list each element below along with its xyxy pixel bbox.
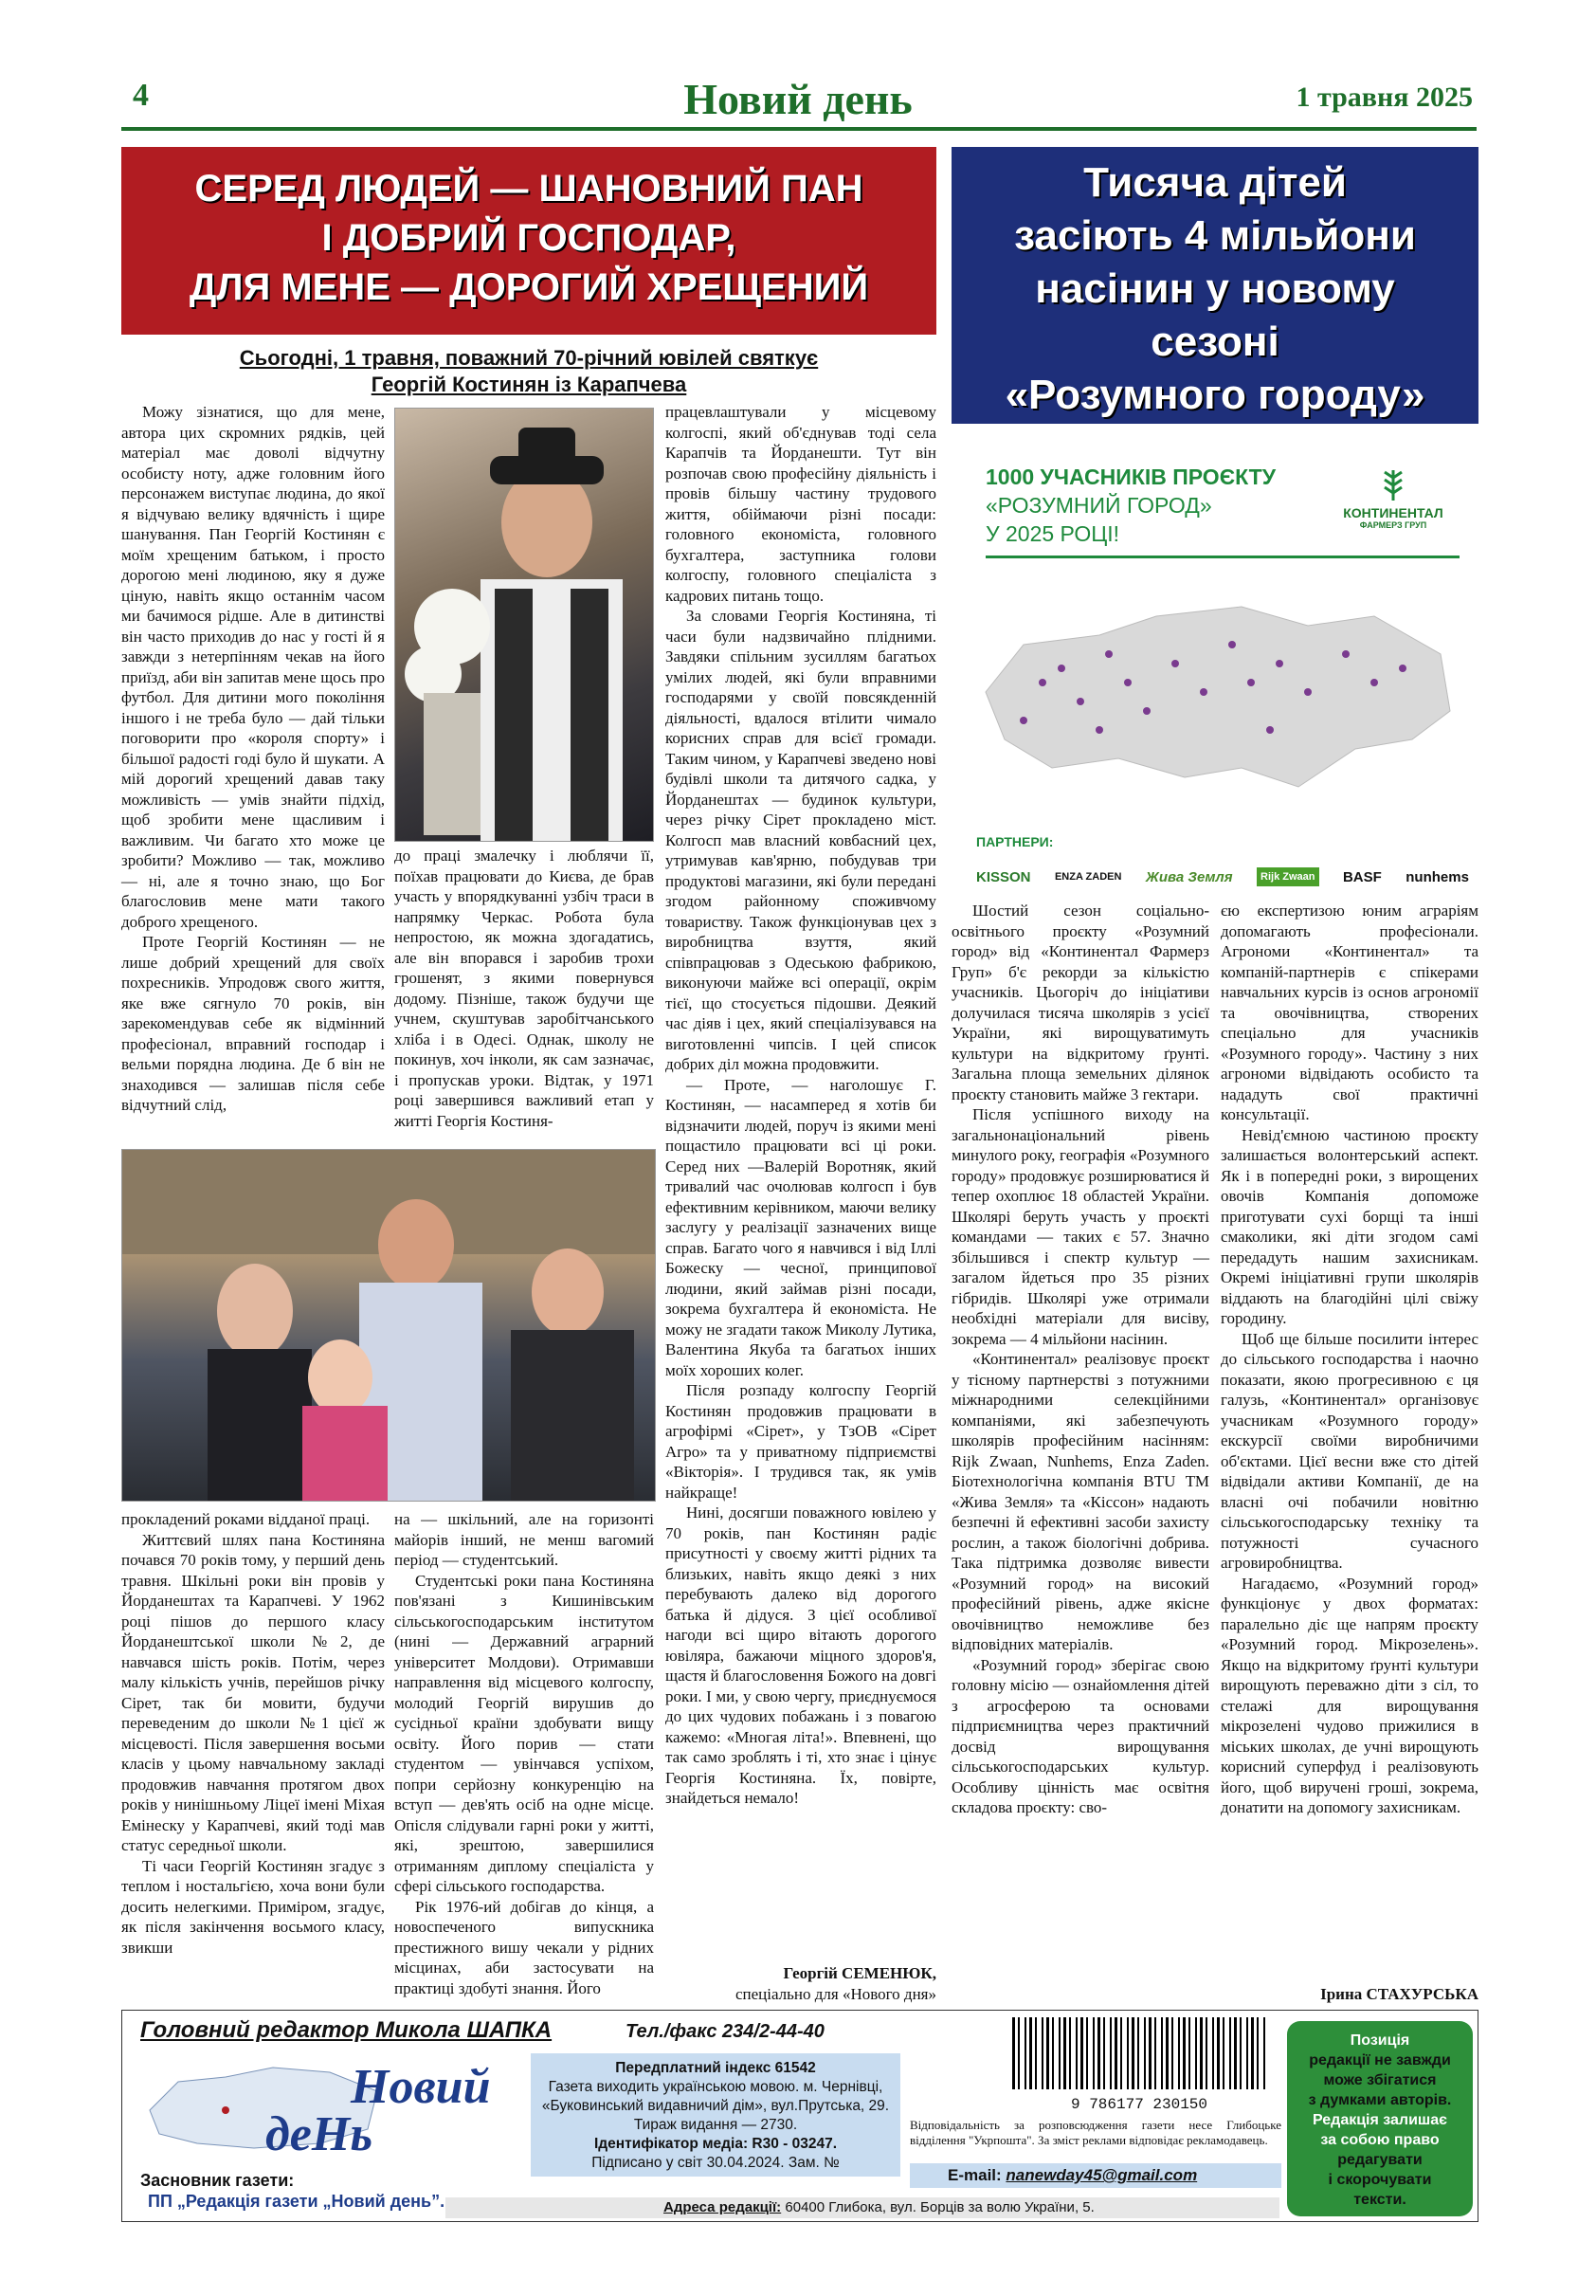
article2-col2 [1221, 901, 1478, 1818]
partner-logo: Жива Земля [1145, 868, 1233, 885]
paragraph: Рік 1976-ий добігав до кінця, а новоспеченого випускника престижного вишу чекали у рідних місцинах, аби застосувати на практиці здобуті знання. Його [394, 1897, 654, 1997]
paragraph: Можу зізнатися, що для мене, автора цих скромних рядків, цей матеріал має доволі відчутну особисту ноту, адже головним його персонажем виступає людина, до якої я відчуваю велику вдячність і щире шанування. Пан Георгій Костинян є моїм хрещеним батьком, і просто дорогою мені людиною, яку я дуже ціную, навіть якщо останнім часом ми бачимося рідше. Але в дитинстві він часто приходив до нас у гості й я завжди з нетерпінням чекав на його приїзд, аби він запитав мене щось про футбол. Для дитини мого покоління іншого і не треба було — дай тільки поговорити про «короля спорту» і більшої радості годі було й шукати. А мій дорогий хрещений давав таку можливість — умів знайти підхід, щоб зробити мене щасливим і важливим. Чи багато хто може це зробити? Можливо — так, можливо — ні, але я точно знаю, що Бог благословив мене мати такого доброго хрещеного. [121, 403, 385, 931]
paragraph: За словами Георгія Костиняна, ті часи були надзвичайно плідними. Завдяки спільним зусиллям багатьох умілих людей, які були вправними господарями у своїй повсякденній діяльності, вдалося втілити чимало корисних справ для всієї громади. Таким чином, у Карапчеві зведено нові будівлі школи та дитячого садка, у Йорданештах — будинок культури, через річку Сірет прокладено міст. Колгосп мав власний ковбасний цех, утримував кав'ярню, побудував три продуктові магазини, які були передані згодом районному споживчому товариству. Також функціонував цех з виробництва взуття, який співпрацював з Одеською фабрикою, виконуючи майже всі операції, окрім тієї, що стосується підошви. Деякий час діяв і цех, який спеціалізувався на виготовленні чипсів. І цей список добрих діл можна продовжити. [665, 607, 936, 1073]
barcode-bar [1052, 2017, 1054, 2089]
brand-name: КОНТИНЕНТАЛ [1343, 505, 1443, 520]
partner-logo: nunhems [1406, 868, 1469, 885]
paragraph: до праці змалечку і люблячи її, поїхав працювати до Києва, де брав участь у впорядкуванні узбіч траси в напрямку Черкас. Робота була непростою, як можна здогадатись, але він впорався і заробив трохи грошенят, з якими повернувся додому. Пізніше, також будучи ще учнем, скуштував заробітчанського хліба і в Одесі. Однак, школу не покинув, хоч інколи, як сам зазначає, і пропускав уроки. Відтак, у 1971 році завершився важливий етап у житті Георгія Костиня- [394, 847, 654, 1130]
barcode-bar [1076, 2017, 1078, 2089]
barcode-bar [1115, 2017, 1117, 2089]
barcode-bar [1110, 2017, 1112, 2089]
phone-fax: Тел./факс 234/2-44-40 [626, 2021, 825, 2042]
barcode-bar [1154, 2017, 1156, 2089]
paragraph: працевлаштували у місцевому колгоспі, який об'єднував тоді села Карапчів та Йорданешти. Тут він розпочав свою професійну діяльність і провів більшу частину трудового життя, обіймаючи різні посади: головного економіста, головного бухгалтера, заступника голови колгоспу, головного спеціаліста з кадрових питань тощо. [665, 403, 936, 605]
barcode-bar [1240, 2017, 1242, 2089]
barcode-bar [1251, 2017, 1254, 2089]
promo-divider [986, 556, 1460, 558]
paragraph: на — шкільний, але на горизонті майорів інший, не менш вагомий період — студентський. [394, 1510, 654, 1569]
article2-headline [952, 147, 1478, 424]
barcode-bar [1069, 2017, 1071, 2089]
disclaimer-line: Позиція [1350, 2032, 1410, 2049]
headline-line: засіють 4 мільйони [1014, 212, 1416, 259]
barcode-bar [1042, 2017, 1043, 2089]
paragraph: Шостий сезон соціально-освітнього проєкту «Розумний город» від «Континентал Фармерз Груп» б'є рекорди за кількістю учасників. Цьогоріч до ініціативи долучилася тисяча школярів з усієї України, які вирощуватимуть культури на відкритому ґрунті. Загальна площа земельних ділянок проєкту становить майже 3 гектари. [952, 902, 1209, 1103]
partner-logos [976, 858, 1469, 896]
ukraine-map [967, 578, 1460, 806]
article1-col3 [665, 402, 936, 1809]
article1-col2-bottom [394, 1509, 654, 1998]
paragraph: Ті часи Георгій Костинян згадує з теплом і ностальгією, хоча вони були досить нелегкими. Приміром, згадує, як після закінчення восьмого класу, звикши [121, 1856, 385, 1957]
page-number: 4 [133, 78, 149, 113]
portrait-photo [394, 408, 654, 842]
paragraph: Щоб ще більше посилити інтерес до сільського господарства і наочно показати, якою прогресивною є ця галузь, «Континентал» організовує учасникам «Розумного городу» екскурсії своїми виробничими об'єктами. Цієї весни вже сто дітей відвідали активи Компанії, де на власні очі побачили новітню сільськогосподарську техніку та потужності сучасного агровиробництва. [1221, 1329, 1478, 1572]
partners-label: ПАРТНЕРИ: [976, 834, 1054, 849]
barcode-bar [1161, 2017, 1163, 2089]
promo-line: «РОЗУМНИЙ ГОРОД» [986, 493, 1212, 518]
paragraph: Після успішного виходу на загальнонаціональний рівень минулого року, географія «Розумного городу» продовжує розширюватися й тепер охоплює 18 областей України. Школярі беруть участь у проєкті командами — таких є 57. Значно збільшився і спектр культур — загалом йдеться про 35 різних гібридів. Школярі уже отримали необхідні матеріали для висіву, зокрема — 4 мільйони насінин. [952, 1105, 1209, 1348]
barcode-bar [1137, 2017, 1139, 2089]
article1-author: Георгій СЕМЕНЮК, [783, 1964, 936, 1982]
article2-col1 [952, 901, 1209, 1818]
paragraph: Після розпаду колгоспу Георгій Костинян продовжив працювати в агрофірмі «Сірет», у ТзОВ «Сірет Агро» та у приватному підприємстві «Вікторія». І трудився так, як умів найкраще! [665, 1381, 936, 1502]
article1-subhead [121, 345, 936, 398]
headline-line: насінин у новому [1035, 265, 1395, 312]
article2-author: Ірина СТАХУРСЬКА [1320, 1985, 1478, 2003]
paragraph: Нині, досягши поважного ювілею у 70 років, пан Костинян радіє присутності у своєму житті рідних та близьких, навіть якщо деякі з них перебувають далеко від дорогого батька й дідуся. З цієї особливої нагоди всі щиро вітають дорогого ювіляра, бажаючи міцного здоров'я, щастя й благословення Божого на довгі роки. І ми, у свою чергу, приєднуємося до цих чудових побажань і з повагою кажемо: «Многая літа!». Впевнені, що так само зроблять і ті, хто знає і цінує Георгія Костиняна. Їх, повірте, знайдеться немало! [665, 1503, 936, 1807]
barcode-bar [1046, 2017, 1049, 2089]
disclaimer-line: тексти. [1353, 2192, 1406, 2208]
disclaimer-line: Редакція залишає [1312, 2112, 1447, 2128]
partner-logo: KISSON [976, 868, 1031, 885]
article1-col1-bottom [121, 1509, 385, 1958]
barcode-bar [1195, 2017, 1197, 2089]
editorial-disclaimer [1287, 2021, 1473, 2216]
header-divider [121, 127, 1477, 131]
portrait-illustration [395, 409, 653, 841]
barcode-bar [1097, 2017, 1100, 2089]
barcode-bar [1188, 2017, 1190, 2089]
partner-logo: ENZA ZADEN [1054, 871, 1122, 883]
headline-line: СЕРЕД ЛЮДЕЙ — ШАНОВНИЙ ПАН [194, 168, 863, 210]
disclaimer-line: за собою право [1320, 2132, 1440, 2148]
barcode-bar [1086, 2017, 1088, 2089]
barcode-bar [1120, 2017, 1122, 2089]
barcode-bar [1149, 2017, 1152, 2089]
paragraph: Життєвий шлях пана Костиняна почався 70 років тому, у перший день травня. Шкільні роки він провів у Йорданештах та Карапчеві. У 1962 році пішов до першого класу Йорданештської школи №2, де навчався шість років. Потім, через малу кількість учнів, перейшов річку Сірет, так би мовити, будучи переведеним до школи №1 цієї ж місцевості. Після завершення восьми класів у цьому навчальному закладі продовжив навчання протягом двох років у нинішньому Ліцеї імені Міхая Емінеску у Карапчеві, який тоді мав статус середньої школи. [121, 1530, 385, 1854]
barcode-bar [1206, 2017, 1207, 2089]
barcode-bar [1093, 2017, 1095, 2089]
paragraph: «Континентал» реалізовує проєкт у тісному партнерстві з потужними міжнародними селекційними компаніями, які забезпечують школярів професійним насінням: Rijk Zwaan, Nunhems, Enza Zaden. Біотехнологічна компанія BTU ТМ «Жива Земля» та «Кіссон» надають безпечні й ефективні засоби захисту рослин, а також біологічні добрива. Така підтримка дозволяє вивести «Розумний город» на високий професійний рівень, адже якісне овочівництво неможливе без відповідних матеріалів. [952, 1350, 1209, 1653]
newspaper-title: Новий день [683, 75, 913, 123]
promo-line: 1000 УЧАСНИКІВ ПРОЄКТУ [986, 465, 1277, 489]
info-line: Газета виходить українською мовою. м. Чернівці, «Буковинський видавничий дім», вул.Прутська, 29. Тираж видання — 2730. [541, 2079, 890, 2133]
barcode-bar [1080, 2017, 1083, 2089]
disclaimer-line: з думками авторів. [1308, 2092, 1452, 2108]
article1-col1-top [121, 402, 385, 1116]
barcode-bar [1144, 2017, 1146, 2089]
issue-date: 1 травня 2025 [1296, 82, 1473, 113]
barcode-number: 9 786177 230150 [1070, 2096, 1208, 2113]
paragraph: Невід'ємною частиною проєкту залишається волонтерський аспект. Як і в попередні роки, з вирощених овочів Компанія допоможе приготувати сухі борщі та інші смаколики, які діти згодом самі передадуть нашим захисникам. Окремі ініціативні групи школярів віддають на благодійні цілі свіжу городину. [1221, 1125, 1478, 1327]
subhead-line: Сьогодні, 1 травня, поважний 70-річний ювілей святкує [239, 346, 819, 370]
partner-logo: BASF [1342, 868, 1382, 885]
paragraph: прокладений роками відданої праці. [121, 1510, 371, 1528]
email-address[interactable]: nanewday45@gmail.com [1006, 2166, 1198, 2184]
barcode-bar [1178, 2017, 1180, 2089]
barcode-bar [1012, 2017, 1015, 2089]
paragraph: Студентські роки пана Костиняна пов'язані з Кишинівським сільськогосподарським інститутом (нині — Державний аграрний університет Молдови). Отримавши направлення від місцевого колгоспу, молодий Георгій вирушив до сусідньої країни здобувати вищу освіту. Його порив — стати студентом — увінчався успіхом, попри серйозну конкуренцію на вступ — дев'ять осіб на одне місце. Опісля слідували гарні роки у житті, які, зрештою, завершилися отриманням диплому спеціаліста у сфері сільського господарства. [394, 1571, 654, 1895]
barcode-bar [1200, 2017, 1203, 2089]
family-illustration [122, 1150, 655, 1501]
barcode-bar [1171, 2017, 1173, 2089]
barcode-bar [1183, 2017, 1186, 2089]
continental-logo [1322, 465, 1464, 530]
email-box [910, 2163, 1281, 2188]
headline-line: ДЛЯ МЕНЕ — ДОРОГИЙ ХРЕЩЕНИЙ [189, 266, 869, 308]
publication-info [531, 2053, 900, 2177]
barcode-bar [1229, 2017, 1231, 2089]
barcode-bar [1025, 2017, 1026, 2089]
article1-headline [121, 147, 936, 335]
barcode-bar [1059, 2017, 1061, 2089]
info-line: Передплатний індекс 61542 [615, 2060, 816, 2076]
logo-word: деНь [265, 2107, 373, 2161]
disclaimer-line: редакції не завжди [1309, 2052, 1451, 2068]
editor-name: Головний редактор Микола ШАПКА [140, 2017, 553, 2043]
promo-line: У 2025 РОЦІ! [986, 521, 1120, 546]
article1-author-note: спеціально для «Нового дня» [735, 1985, 936, 2003]
barcode-bar [1263, 2017, 1265, 2089]
barcode-bar [1212, 2017, 1214, 2089]
barcode-bar [1166, 2017, 1169, 2089]
founder-name: ПП „Редакція газети „Новий день”. [148, 2192, 445, 2211]
barcode-bar [1029, 2017, 1032, 2089]
info-line: Підписано у світ 30.04.2024. Зам. № [591, 2155, 840, 2171]
paragraph: єю експертизою юним аграріям допомагають професіонали. Агрономи «Континентал» та компаній-партнерів є спікерами навчальних курсів із основ агрономії та овочівництва, створених спеціально для учасників «Розумного городу». Частину з них агрономи відвідають особисто та нададуть свої практичні консультації. [1221, 902, 1478, 1123]
address-label: Адреса редакції: [663, 2199, 782, 2215]
headline-line: Тисяча дітей [1083, 159, 1347, 206]
paragraph: Проте Георгій Костинян — не лише добрий хрещений для своїх похресників. Упродовж свого життя, яке вже сягнуло 70 років, він зарекомендував себе як відмінний професіонал, вправний господар і вельми порядна людина. Де б він не знаходився — залишав після себе відчутний слід, [121, 933, 385, 1114]
address-bar [445, 2197, 1279, 2218]
barcode-bar [1217, 2017, 1220, 2089]
barcode-bars [1003, 2015, 1276, 2091]
founder-label: Засновник газети: [140, 2171, 295, 2190]
barcode-bar [1234, 2017, 1237, 2089]
disclaimer-line: редагувати [1337, 2152, 1423, 2168]
headline-line: сезоні [1151, 319, 1279, 365]
article1-col2-top [394, 846, 654, 1131]
partner-logo: Rijk Zwaan [1257, 867, 1318, 886]
wheat-icon [1379, 465, 1407, 502]
barcode-bar [1223, 2017, 1224, 2089]
responsibility-note: Відповідальність за розповсюдження газети несе Глибоцьке відділення "Укрпошта". За зміст реклами відповідає рекламодавець. [910, 2118, 1281, 2147]
barcode-bar [1127, 2017, 1129, 2089]
barcode [1003, 2015, 1276, 2113]
headline-line: «Розумного городу» [1005, 372, 1425, 418]
disclaimer-line: може збігатися [1323, 2072, 1437, 2088]
family-photo [121, 1149, 656, 1502]
paragraph: Нагадаємо, «Розумний город» функціонує у двох форматах: паралельно діє ще напрям проєкту «Розумний город. Мікрозелень». Якщо на відкритому ґрунті культури вирощують переважно діти з сіл, то стелажі для вирощування мікрозелені чудово прижилися в міських школах, де учні вирощують корисний суперфуд і реалізовують його, щоб виручені гроші, зокрема, донатити на допомогу захисникам. [1221, 1574, 1478, 1816]
barcode-bar [1103, 2017, 1105, 2089]
logo-word: Новий [351, 2060, 491, 2114]
barcode-bar [1132, 2017, 1134, 2089]
barcode-bar [1063, 2017, 1066, 2089]
paragraph: — Проте, — наголошує Г. Костинян, — насамперед я хотів би відзначити людей, поруч із якими мені пощастило працювати всі ці роки. Серед них —Валерій Воротняк, який тривалий час очолював колгосп і був ефективним керівником, маючи велику заслугу у реалізації зазначених вище справ. Багато чого я навчився і від Іллі Божеску — чесної, принципової людини, який займав різні посади, зокрема бухгалтера й економіста. Не можу не згадати також Миколу Лутика, Валентина Якуба та багатьох інших моїх хороших колег. [665, 1075, 936, 1379]
address-text: 60400 Глибока, вул. Борців за волю України, 5. [785, 2199, 1095, 2215]
info-line: Ідентифікатор медіа: R30 - 03247. [593, 2136, 838, 2152]
barcode-bar [1246, 2017, 1248, 2089]
logo-wordmark [237, 2060, 491, 2161]
barcode-bar [1018, 2017, 1020, 2089]
disclaimer-line: і скорочувати [1328, 2172, 1432, 2188]
paragraph: «Розумний город» зберігає свою головну місію — ознайомлення дітей з агросферою та основами підприємництва через практичний досвід вирощування сільськогосподарських культур. Особливу цінність має освітня складова проєкту: сво- [952, 1655, 1209, 1816]
barcode-bar [1257, 2017, 1259, 2089]
email-label: E-mail: [948, 2166, 1002, 2184]
promo-title [986, 463, 1276, 548]
brand-sub: ФАРМЕРЗ ГРУП [1359, 520, 1427, 530]
subhead-line: Георгій Костинян із Карапчева [371, 373, 687, 396]
barcode-bar [1035, 2017, 1037, 2089]
headline-line: І ДОБРИЙ ГОСПОДАР, [321, 217, 736, 259]
